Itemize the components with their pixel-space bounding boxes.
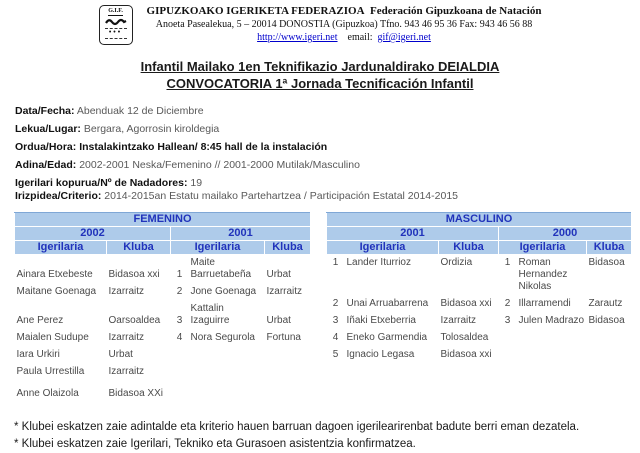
table-cell [189, 347, 265, 364]
info-swimmers-label: Igerilari kopurua/Nº de Nadadores: [15, 177, 188, 189]
info-time [15, 141, 485, 153]
info-criteria-value: 2014-2015an Estatu mailako Partehartzea / Participación Estatal 2014-2015 [104, 190, 459, 202]
table-cell: Paula Urrestilla [15, 364, 107, 381]
masculino-table [326, 212, 632, 364]
table-cell: 1 [171, 255, 189, 285]
email-label: email: [347, 32, 373, 43]
table-row [327, 330, 632, 347]
masculino-table-body [327, 255, 632, 365]
table-cell [189, 386, 265, 403]
table-cell: Unai Arruabarrena [345, 296, 439, 313]
table-cell: Ordizia [439, 255, 499, 297]
letterhead [0, 0, 640, 45]
website-link[interactable]: http://www.igeri.net [257, 32, 338, 43]
table-cell: Izarraitz [107, 284, 171, 301]
table-cell: Bidasoa [587, 313, 632, 330]
table-cell: Ane Perez [15, 301, 107, 330]
event-info [15, 105, 485, 202]
table-cell: Bidasoa xxi [439, 296, 499, 313]
table-cell [517, 347, 587, 364]
masculino-table-header [327, 213, 632, 255]
table-cell: Izarraitz [265, 284, 311, 301]
table-cell: Urbat [265, 255, 311, 285]
table-cell: 3 [499, 313, 517, 330]
table-row [327, 255, 632, 297]
table-cell: Bidasoa xxi [107, 255, 171, 285]
table-row [15, 386, 311, 403]
table-cell: 5 [327, 347, 345, 364]
table-cell: Bidasoa xxi [439, 347, 499, 364]
table-row [15, 301, 311, 330]
masculino-year-2001: 2001 [327, 227, 499, 241]
info-date [15, 105, 485, 117]
logo-divider [105, 38, 127, 39]
table-row [15, 347, 311, 364]
info-swimmers [15, 177, 485, 189]
table-cell: Ignacio Legasa [345, 347, 439, 364]
table-row [327, 296, 632, 313]
table-cell: Oarsoaldea [107, 301, 171, 330]
table-row [15, 364, 311, 381]
table-cell [587, 330, 632, 347]
masculino-year-2000: 2000 [499, 227, 632, 241]
roster-tables [14, 212, 640, 403]
table-cell: 1 [327, 255, 345, 297]
table-row [327, 313, 632, 330]
column-header-kluba: Kluba [439, 241, 499, 255]
title-line-es: CONVOCATORIA 1ª Jornada Tecnificación Infantil [166, 76, 474, 91]
table-cell: Izarraitz [439, 313, 499, 330]
femenino-title: FEMENINO [15, 213, 311, 227]
table-cell: Iñaki Etxeberria [345, 313, 439, 330]
wave-icon [105, 17, 127, 26]
federation-logo [99, 5, 133, 45]
table-cell [265, 386, 311, 403]
info-swimmers-value: 19 [190, 177, 203, 189]
table-row [327, 347, 632, 364]
table-cell: Zarautz [587, 296, 632, 313]
table-cell: Illarramendi [517, 296, 587, 313]
column-header-igerilaria: Igerilaria [327, 241, 439, 255]
table-cell: 2 [171, 284, 189, 301]
table-cell: 1 [499, 255, 517, 297]
column-header-kluba: Kluba [107, 241, 171, 255]
table-cell [189, 364, 265, 381]
table-cell [171, 347, 189, 364]
table-row [15, 330, 311, 347]
info-date-value: Abenduak 12 de Diciembre [76, 105, 204, 117]
logo-dots: ••• [108, 29, 123, 36]
table-cell [265, 347, 311, 364]
org-contacts [147, 31, 542, 44]
table-row [15, 255, 311, 285]
table-cell: Izarraitz [107, 330, 171, 347]
info-time-value: Instalakintzako Hallean/ 8:45 hall de la instalación [79, 141, 328, 153]
table-cell: Roman Hernandez Nikolas [517, 255, 587, 297]
org-name-eu: GIPUZKOAKO IGERIKETA FEDERAZIOA [146, 5, 365, 17]
table-cell: Kattalin Izaguirre [189, 301, 265, 330]
column-header-igerilaria: Igerilaria [15, 241, 107, 255]
table-cell: Iara Urkiri [15, 347, 107, 364]
table-cell [587, 347, 632, 364]
table-cell: Urbat [107, 347, 171, 364]
info-date-label: Data/Fecha: [15, 105, 75, 117]
table-cell: 3 [171, 301, 189, 330]
table-cell: Urbat [265, 301, 311, 330]
footer-notes [14, 419, 640, 453]
title-line-eu: Infantil Mailako 1en Teknifikazio Jardunaldirako DEIALDIA [140, 59, 500, 74]
table-cell: Maialen Sudupe [15, 330, 107, 347]
column-header-igerilaria: Igerilaria [499, 241, 587, 255]
column-header-kluba: Kluba [265, 241, 311, 255]
table-cell: Bidasoa XXi [107, 386, 171, 403]
org-address: Anoeta Pasealekua, 5 – 20014 DONOSTIA (Gipuzkoa) Tfno. 943 46 95 36 Fax: 943 46 56 88 [155, 19, 533, 30]
femenino-table [14, 212, 311, 403]
info-place [15, 123, 485, 135]
table-cell: Lander Iturrioz [345, 255, 439, 297]
logo-initials: G.I.F. [108, 8, 123, 14]
column-header-igerilaria: Igerilaria [171, 241, 265, 255]
table-cell: Eneko Garmendia [345, 330, 439, 347]
info-age-label: Adina/Edad: [15, 159, 77, 171]
table-cell [171, 364, 189, 381]
table-cell [171, 386, 189, 403]
table-cell: Julen Madrazo [517, 313, 587, 330]
table-cell: Nora Segurola [189, 330, 265, 347]
table-cell: Fortuna [265, 330, 311, 347]
info-criteria-label: Irizpidea/Criterio: [15, 190, 102, 202]
document-title [0, 58, 640, 92]
table-cell: 2 [327, 296, 345, 313]
column-header-kluba: Kluba [587, 241, 632, 255]
femenino-table-body [15, 255, 311, 404]
table-cell: Bidasoa [587, 255, 632, 297]
table-cell [499, 347, 517, 364]
table-cell: 2 [499, 296, 517, 313]
info-time-label: Ordua/Hora: [15, 141, 77, 153]
org-name-es: Federación Gipuzkoana de Natación [370, 5, 542, 17]
letterhead-text [147, 5, 542, 44]
note-line: * Klubei eskatzen zaie adintalde eta kriterio hauen barruan dagoen igerilearirenbat badute berri eman dezatela. [14, 421, 580, 433]
note-line: * Klubei eskatzen zaie Igerilari, Tekniko eta Gurasoen asistentzia konfirmatzea. [14, 438, 416, 450]
table-cell [265, 364, 311, 381]
table-cell [517, 330, 587, 347]
info-age [15, 159, 485, 171]
info-age-value: 2002-2001 Neska/Femenino // 2001-2000 Mutilak/Masculino [79, 159, 360, 171]
table-cell: 4 [171, 330, 189, 347]
table-cell: Tolosaldea [439, 330, 499, 347]
femenino-table-header [15, 213, 311, 255]
info-place-label: Lekua/Lugar: [15, 123, 81, 135]
org-name [147, 5, 542, 18]
table-cell [499, 330, 517, 347]
table-cell: Izarraitz [107, 364, 171, 381]
table-cell: Maite Barruetabeña [189, 255, 265, 285]
table-cell: 4 [327, 330, 345, 347]
masculino-title: MASCULINO [327, 213, 632, 227]
info-criteria [15, 190, 485, 202]
email-link[interactable]: gif@igeri.net [377, 32, 431, 43]
table-cell: Anne Olaizola [15, 386, 107, 403]
table-cell: Ainara Etxebeste [15, 255, 107, 285]
table-cell: Jone Goenaga [189, 284, 265, 301]
femenino-year-2001: 2001 [171, 227, 311, 241]
table-cell: 3 [327, 313, 345, 330]
femenino-year-2002: 2002 [15, 227, 171, 241]
info-place-value: Bergara, Agorrosin kiroldegia [83, 123, 220, 135]
table-row [15, 284, 311, 301]
table-cell: Maitane Goenaga [15, 284, 107, 301]
